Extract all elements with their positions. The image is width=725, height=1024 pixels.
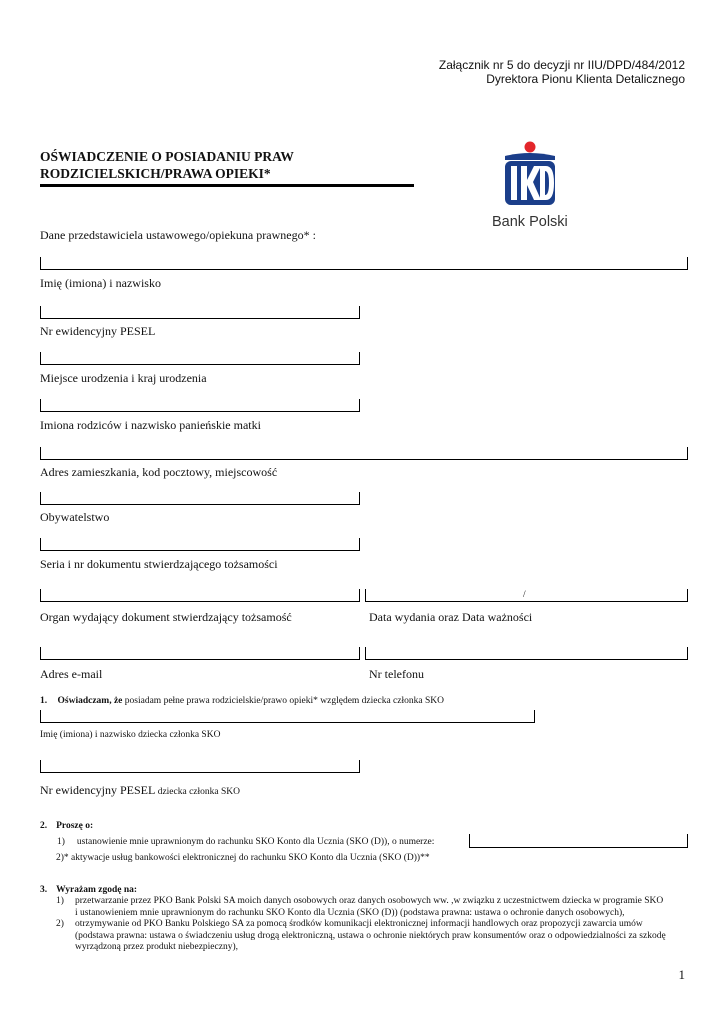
section-3-head: Wyrażam zgodę na:	[56, 885, 138, 895]
address-label: Adres zamieszkania, kod pocztowy, miejscowość	[40, 465, 278, 479]
page-number: 1	[678, 967, 685, 982]
issuer-label: Organ wydający dokument stwierdzający tożsamość	[40, 610, 292, 624]
annex-line-1: Załącznik nr 5 do decyzji nr IIU/DPD/484/2012	[438, 58, 685, 72]
pesel-field[interactable]	[40, 306, 360, 319]
birthplace-field[interactable]	[40, 352, 360, 365]
section-1-statement	[40, 695, 444, 707]
phone-label: Nr telefonu	[369, 667, 424, 681]
section-3-item-2-number: 2)	[56, 919, 64, 929]
birthplace-label: Miejsce urodzenia i kraj urodzenia	[40, 371, 207, 385]
logo-text: Bank Polski	[492, 214, 568, 230]
title-line-2: RODZICIELSKICH/PRAWA OPIEKI*	[40, 166, 271, 181]
section-3-item-2	[56, 919, 666, 954]
child-pesel-label-main: Nr ewidencyjny PESEL	[40, 783, 156, 797]
section-2-item-1-number: 1)	[57, 837, 65, 847]
section-2-item-1	[57, 837, 434, 849]
pko-logo-icon	[485, 140, 575, 210]
email-field[interactable]	[40, 647, 360, 660]
section-1-bold: Oświadczam, że	[57, 696, 123, 706]
section-2-head: Proszę o:	[56, 821, 94, 831]
pesel-label: Nr ewidencyjny PESEL	[40, 324, 156, 338]
child-pesel-label-suffix: dziecka członka SKO	[155, 787, 240, 797]
section-3-item-1	[56, 896, 664, 919]
address-field[interactable]	[40, 447, 688, 460]
title-line-1: OŚWIADCZENIE O POSIADANIU PRAW	[40, 149, 294, 164]
child-name-label: Imię (imiona) i nazwisko dziecka członka SKO	[40, 730, 221, 740]
account-number-field[interactable]	[469, 834, 688, 848]
section-2-item-2: 2)* aktywacje usług bankowości elektronicznej do rachunku SKO Konto dla Ucznia (SKO (D))**	[56, 853, 430, 863]
document-title	[40, 148, 420, 182]
annex-line-2: Dyrektora Pionu Klienta Detalicznego	[486, 72, 685, 86]
section-3-item-1-number: 1)	[56, 896, 64, 906]
intro-label: Dane przedstawiciela ustawowego/opiekuna prawnego* :	[40, 228, 316, 242]
dates-label: Data wydania oraz Data ważności	[369, 610, 533, 624]
annex-note	[380, 58, 685, 86]
title-underline	[40, 184, 414, 187]
section-2-number: 2.	[40, 821, 48, 831]
child-name-field[interactable]	[40, 710, 535, 723]
phone-field[interactable]	[365, 647, 688, 660]
section-2-heading	[40, 821, 93, 833]
section-3-heading	[40, 885, 137, 897]
section-1-number: 1.	[40, 696, 48, 706]
child-pesel-field[interactable]	[40, 760, 360, 773]
citizenship-label: Obywatelstwo	[40, 510, 110, 524]
date-separator: /	[523, 590, 526, 600]
section-3-item-1-line-2: i ustanowieniem mnie uprawnionym do rachunku SKO Konto dla Ucznia (SKO (D)) (podstawa prawna: ustawa o ochronie danych osobowych),	[75, 907, 625, 918]
section-1-text: posiadam pełne prawa rodzicielskie/prawo opieki* względem dziecka członka SKO	[122, 696, 444, 706]
name-field[interactable]	[40, 257, 688, 270]
section-3-item-2-line-2: (podstawa prawna: ustawa o świadczeniu usług drogą elektroniczną, ustawa o ochronie niektórych praw konsumentów oraz o odpowiedzialności za szkodę	[75, 930, 666, 941]
section-3-number: 3.	[40, 885, 48, 895]
section-3-item-2-line-1: otrzymywanie od PKO Banku Polskiego SA za pomocą środków komunikacji elektronicznej informacji handlowych oraz propozycji zawarcia umów	[75, 919, 643, 929]
id-document-label: Seria i nr dokumentu stwierdzającego tożsamości	[40, 557, 278, 571]
issuer-field[interactable]	[40, 589, 360, 602]
name-label: Imię (imiona) i nazwisko	[40, 276, 161, 290]
section-3-item-2-line-3: wyrządzoną przez produkt niebezpieczny),	[75, 942, 238, 952]
child-pesel-label	[40, 781, 240, 799]
parents-field[interactable]	[40, 399, 360, 412]
id-document-field[interactable]	[40, 538, 360, 551]
section-3-item-1-line-1: przetwarzanie przez PKO Bank Polski SA moich danych osobowych oraz danych osobowych ww. ,w związku z uczestnictwem dziecka w programie SKO	[75, 896, 664, 906]
citizenship-field[interactable]	[40, 492, 360, 505]
parents-label: Imiona rodziców i nazwisko panieńskie matki	[40, 418, 261, 432]
dates-field[interactable]	[365, 589, 688, 602]
section-2-item-1-text: ustanowienie mnie uprawnionym do rachunku SKO Konto dla Ucznia (SKO (D)), o numerze:	[76, 837, 435, 847]
bank-logo	[485, 140, 575, 235]
email-label: Adres e-mail	[40, 667, 103, 681]
